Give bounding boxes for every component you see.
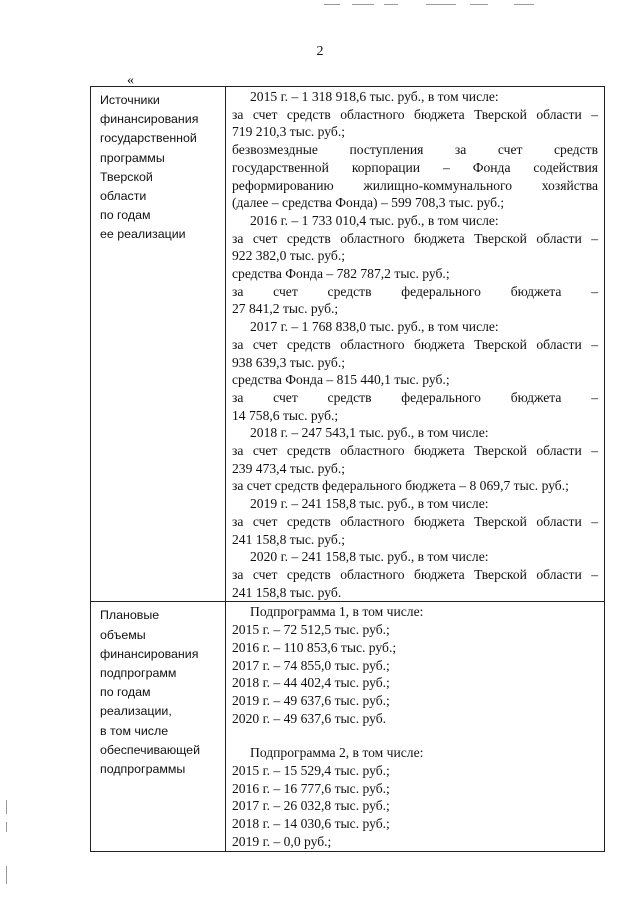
label-line: Источники: [100, 93, 160, 107]
scan-artifact-top-4: [426, 4, 456, 5]
scan-artifact-left-1: [6, 800, 7, 814]
content-line: 2017 г. – 1 768 838,0 тыс. руб., в том числе:: [250, 319, 499, 335]
scan-artifact-left-3: [6, 866, 7, 884]
content-line: за счет средств областного бюджета Тверской области –: [232, 513, 598, 529]
label-cell-sources: [91, 87, 226, 602]
content-cell-sources: [226, 87, 605, 602]
content-line: 2020 г. – 241 158,8 тыс. руб., в том числе:: [250, 549, 489, 565]
content-line: государственной корпорации – Фонда содействия: [232, 159, 598, 175]
scan-artifact-top-5: [470, 4, 488, 5]
label-line: объемы: [100, 627, 146, 642]
label-line: программы: [100, 150, 165, 165]
label-line: подпрограммы: [100, 762, 186, 777]
content-line: за счет средств областного бюджета Тверской области –: [232, 106, 598, 122]
content-line: 2015 г. – 72 512,5 тыс. руб.;: [232, 622, 390, 638]
financing-table: [90, 86, 605, 852]
content-cell-planned-volumes: [226, 602, 605, 851]
content-line: 241 158,8 тыс. руб.: [232, 584, 342, 600]
content-line: 2015 г. – 1 318 918,6 тыс. руб., в том числе:: [250, 89, 499, 104]
content-line: реформированию жилищно-коммунального хозяйства: [232, 177, 598, 193]
scan-artifact-top-1: [324, 4, 340, 5]
label-line: по годам: [100, 208, 151, 223]
content-line: 239 473,4 тыс. руб.;: [232, 460, 346, 476]
content-line: 2019 г. – 241 158,8 тыс. руб., в том числе:: [250, 496, 489, 512]
content-line: 938 639,3 тыс. руб.;: [232, 354, 346, 370]
content-line: 27 841,2 тыс. руб.;: [232, 301, 339, 317]
content-line: 2019 г. – 49 637,6 тыс. руб.;: [232, 692, 390, 708]
content-line: за счет средств областного бюджета Тверской области –: [232, 336, 598, 352]
content-line: 2016 г. – 110 853,6 тыс. руб.;: [232, 639, 397, 655]
label-line: подпрограмм: [100, 666, 177, 680]
label-line: в том числе: [100, 723, 169, 738]
label-line: по годам: [100, 685, 151, 700]
content-line: 719 210,3 тыс. руб.;: [232, 124, 346, 140]
content-line: средства Фонда – 815 440,1 тыс. руб.;: [232, 372, 450, 388]
label-line: финансирования: [100, 646, 199, 661]
scan-artifact-top-2: [352, 4, 374, 5]
scan-artifact-top-6: [514, 4, 534, 5]
content-line: за счет средств федерального бюджета – 8 069,7 тыс. руб.;: [232, 478, 569, 494]
content-line: средства Фонда – 782 787,2 тыс. руб.;: [232, 266, 450, 282]
content-line: 2015 г. – 15 529,4 тыс. руб.;: [232, 763, 390, 779]
content-line: 2016 г. – 1 733 010,4 тыс. руб., в том числе:: [250, 212, 499, 228]
opening-quote-mark: «: [127, 73, 134, 88]
content-line: 2020 г. – 49 637,6 тыс. руб.: [232, 710, 387, 726]
content-line: (далее – средства Фонда) – 599 708,3 тыс. руб.;: [232, 195, 505, 211]
content-line: 14 758,6 тыс. руб.;: [232, 407, 339, 423]
table-row-planned-volumes: [91, 602, 605, 851]
content-line: 2016 г. – 16 777,6 тыс. руб.;: [232, 780, 390, 796]
label-line: Тверской: [100, 169, 153, 184]
blank-line: [232, 727, 598, 744]
content-line: за счет средств федерального бюджета –: [232, 389, 598, 405]
content-line: Подпрограмма 1, в том числе:: [250, 604, 424, 620]
label-line: области: [100, 189, 147, 204]
label-line: ее реализации: [100, 227, 186, 242]
content-line: безвозмездные поступления за счет средств: [232, 142, 598, 158]
label-line: реализации,: [100, 704, 172, 719]
content-line: Подпрограмма 2, в том числе:: [250, 745, 424, 761]
content-line: 922 382,0 тыс. руб.;: [232, 248, 346, 264]
content-line: за счет средств федерального бюджета –: [232, 283, 598, 299]
content-line: за счет средств областного бюджета Тверской области –: [232, 566, 598, 582]
label-line: государственной: [100, 131, 197, 146]
label-cell-planned-volumes: [91, 602, 226, 851]
label-line: Плановые: [100, 608, 160, 623]
scan-artifact-left-2: [6, 822, 7, 832]
label-line: обеспечивающей: [100, 742, 200, 757]
content-line: 2018 г. – 14 030,6 тыс. руб.;: [232, 816, 390, 832]
content-line: 2018 г. – 247 543,1 тыс. руб., в том числе:: [250, 425, 489, 441]
page-number: 2: [316, 44, 324, 59]
content-line: 2019 г. – 0,0 руб.;: [232, 833, 332, 849]
content-line: 241 158,8 тыс. руб.;: [232, 531, 346, 547]
content-line: 2017 г. – 26 032,8 тыс. руб.;: [232, 798, 390, 814]
content-line: за счет средств областного бюджета Тверской области –: [232, 230, 598, 246]
content-line: 2018 г. – 44 402,4 тыс. руб.;: [232, 675, 390, 691]
content-line: за счет средств областного бюджета Тверской области –: [232, 443, 598, 459]
content-line: 2017 г. – 74 855,0 тыс. руб.;: [232, 657, 390, 673]
label-line: финансирования: [100, 112, 199, 127]
scan-artifact-top-3: [384, 4, 398, 5]
table-row-sources: [91, 87, 605, 602]
